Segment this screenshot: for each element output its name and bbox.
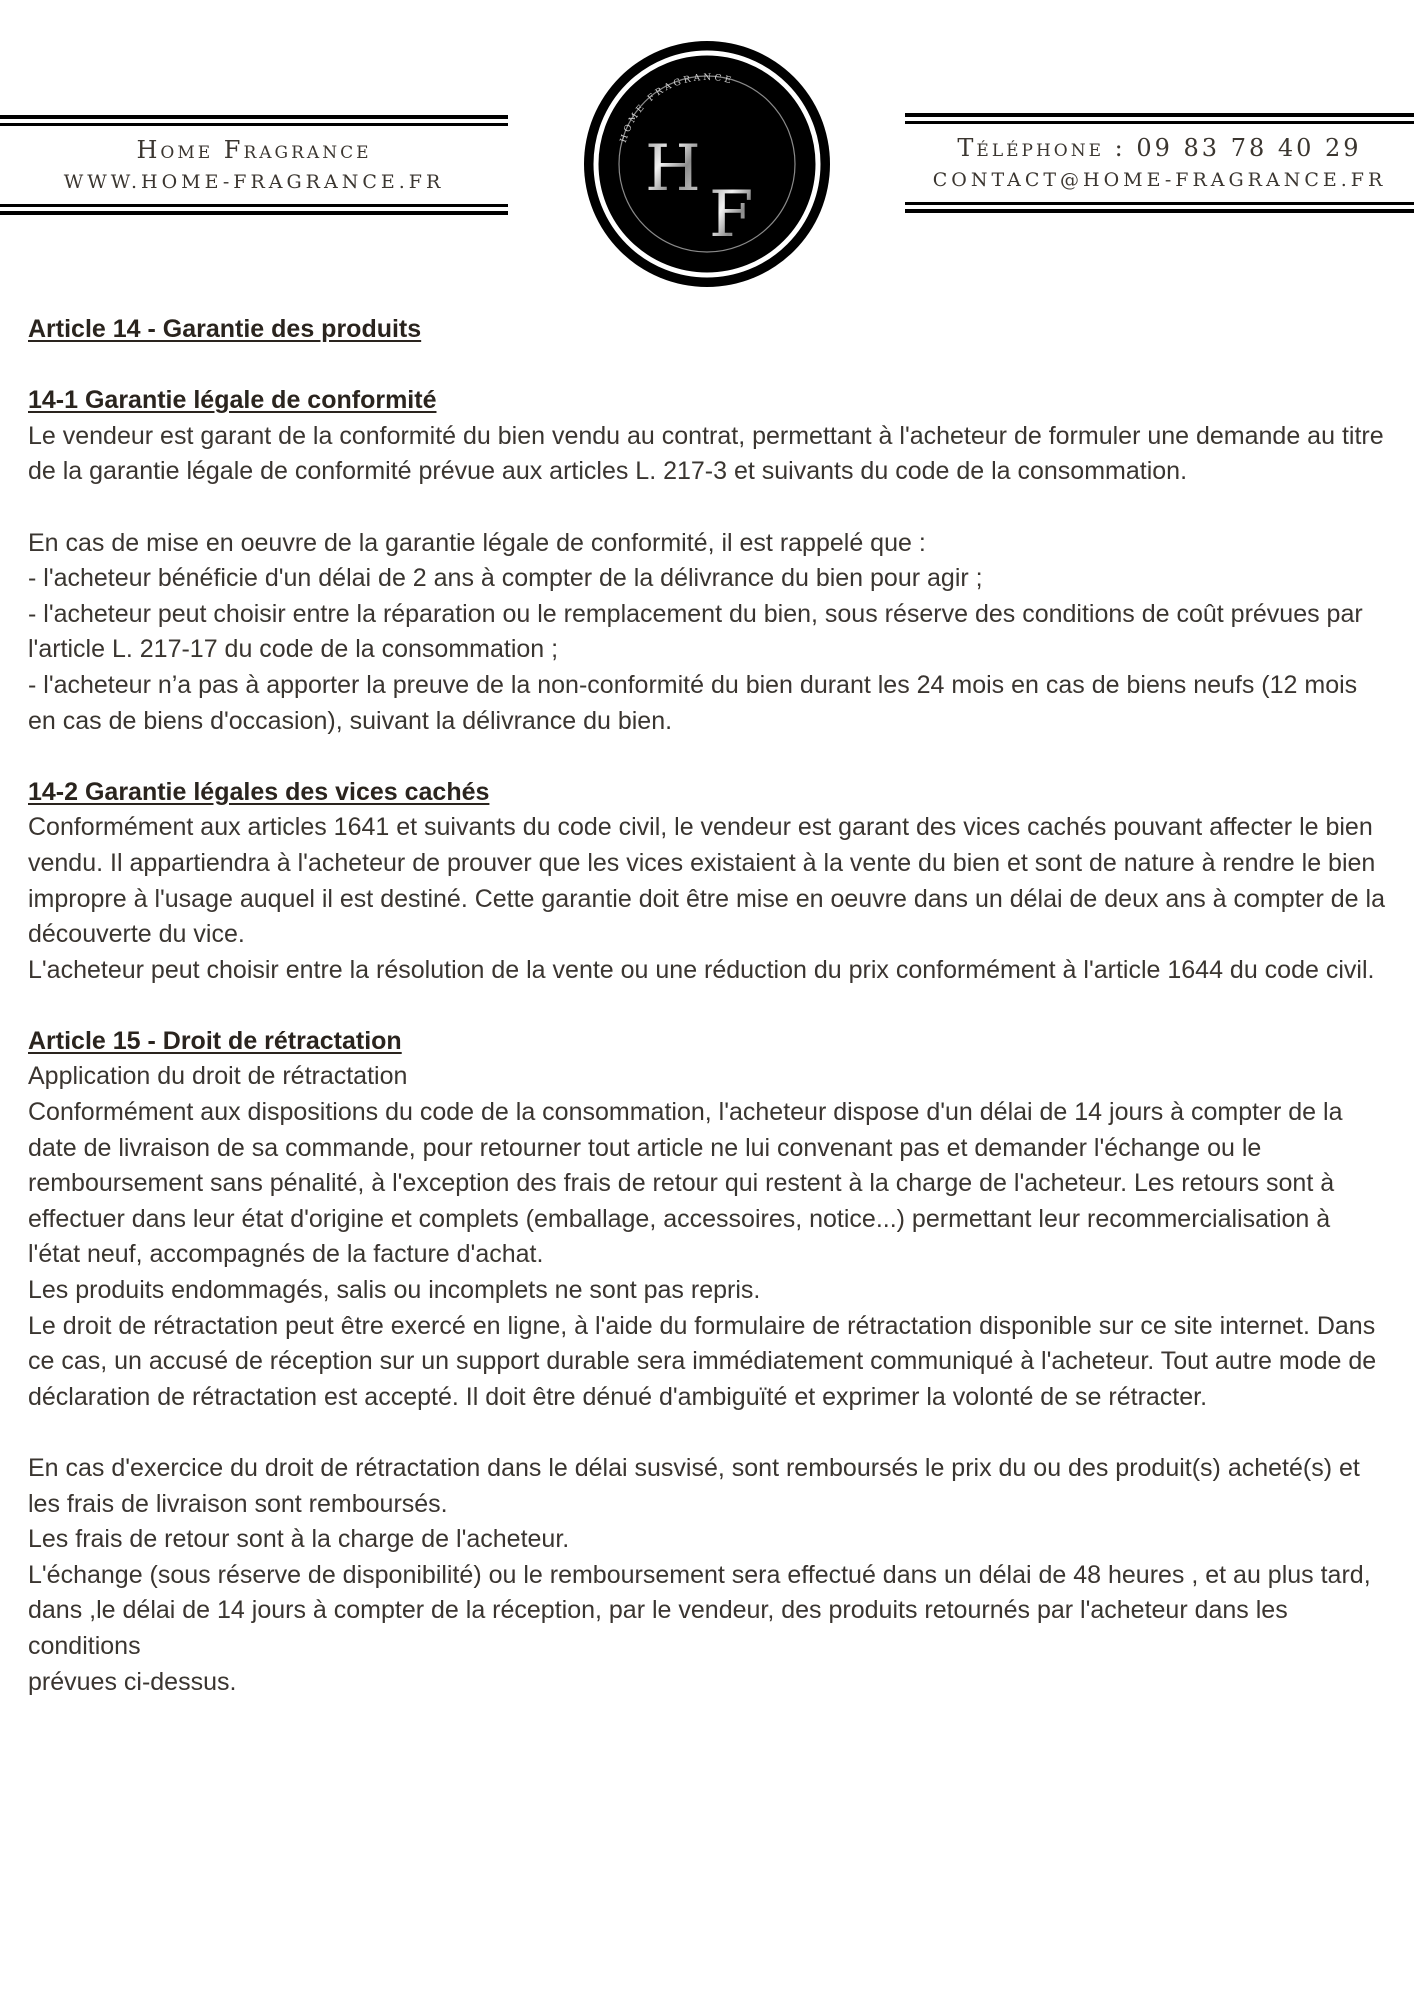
paragraph: Le droit de rétractation peut être exercé en ligne, à l'aide du formulaire de rétractation disponible sur ce site internet. Dans ce cas, un accusé de réception sur un support durable sera immédiatement communiqué à l'acheteur. Tout autre mode de déclaration de rétractation est accepté. Il doit être dénué d'ambiguïté et exprimer la volonté de se rétracter. (28, 1311, 1377, 1411)
divider (905, 202, 1414, 205)
header-right-band (905, 113, 1414, 213)
paragraph: prévues ci-dessus. (28, 1667, 237, 1696)
divider (905, 113, 1414, 117)
paragraph: En cas d'exercice du droit de rétractation dans le délai susvisé, sont remboursés le prix du ou des produit(s) acheté(s) et les frais de livraison sont remboursés. (28, 1454, 1360, 1518)
subtitle: Application du droit de rétractation (28, 1062, 408, 1091)
divider (0, 123, 508, 126)
article-15-title: Article 15 - Droit de rétractation (28, 1026, 402, 1055)
divider (0, 204, 508, 207)
article-14-title: Article 14 - Garantie des produits (28, 315, 422, 343)
paragraph: L'acheteur peut choisir entre la résolution de la vente ou une réduction du prix conformément à l'article 1644 du code civil. (28, 955, 1375, 984)
list-item: - l'acheteur peut choisir entre la réparation ou le remplacement du bien, sous réserve des conditions de coût prévues par l'article L. 217-17 du code de la consommation ; (28, 599, 1363, 664)
divider (0, 211, 508, 215)
hf-monogram-icon (583, 40, 831, 288)
paragraph: Le vendeur est garant de la conformité du bien vendu au contrat, permettant à l'acheteur de formuler une demande au titre de la garantie légale de conformité prévue aux articles L. 217-3 et suivants du code de la consommation. (28, 421, 1384, 486)
document-body (28, 312, 1388, 1700)
paragraph: En cas de mise en oeuvre de la garantie légale de conformité, il est rappelé que : (28, 528, 926, 557)
divider (905, 209, 1414, 213)
email-link[interactable]: CONTACT@HOME-FRAGRANCE.FR (932, 169, 1387, 191)
list-item: - l'acheteur bénéficie d'un délai de 2 ans à compter de la délivrance du bien pour agir ; (28, 564, 983, 593)
paragraph: L'échange (sous réserve de disponibilité) ou le remboursement sera effectué dans un délai de 48 heures , et au plus tard, dans ,le délai de 14 jours à compter de la réception, par le vendeur, des produits retournés par l'acheteur dans les conditions (28, 1560, 1371, 1660)
section-14-1-title: 14-1 Garantie légale de conformité (28, 386, 437, 415)
paragraph: Conformément aux articles 1641 et suivants du code civil, le vendeur est garant des vices cachés pouvant affecter le bien vendu. Il appartiendra à l'acheteur de prouver que les vices existaient à la vente du bien et sont de nature à rendre le bien impropre à l'usage auquel il est destiné. Cette garantie doit être mise en oeuvre dans un délai de deux ans à compter de la découverte du vice. (28, 813, 1385, 949)
logo-letter-h: H (645, 132, 701, 206)
phone-number[interactable]: Téléphone : 09 83 78 40 29 (957, 134, 1362, 162)
company-info (0, 134, 508, 198)
website-link[interactable]: WWW.HOME-FRAGRANCE.FR (63, 171, 445, 193)
brand-logo (583, 40, 831, 288)
logo-letter-f: F (709, 178, 754, 252)
company-name: Home Fragrance (136, 136, 372, 164)
contact-info (905, 132, 1414, 196)
divider (905, 121, 1414, 124)
section-14-2-title: 14-2 Garantie légales des vices cachés (28, 777, 490, 806)
divider (0, 115, 508, 119)
paragraph: Les produits endommagés, salis ou incomplets ne sont pas repris. (28, 1276, 761, 1305)
header-left-band (0, 115, 508, 215)
logo-ring-text: HOME FRAGRANCE (618, 72, 735, 145)
paragraph: Conformément aux dispositions du code de la consommation, l'acheteur dispose d'un délai de 14 jours à compter de la date de livraison de sa commande, pour retourner tout article ne lui convenant pas et demander l'échange ou le remboursement sans pénalité, à l'exception des frais de retour qui restent à la charge de l'acheteur. Les retours sont à effectuer dans leur état d'origine et complets (emballage, accessoires, notice...) permettant leur recommercialisation à l'état neuf, accompagnés de la facture d'achat. (28, 1098, 1343, 1269)
paragraph: Les frais de retour sont à la charge de l'acheteur. (28, 1525, 570, 1554)
list-item: - l'acheteur n’a pas à apporter la preuve de la non-conformité du bien durant les 24 mois en cas de biens neufs (12 mois en cas de biens d'occasion), suivant la délivrance du bien. (28, 670, 1358, 735)
